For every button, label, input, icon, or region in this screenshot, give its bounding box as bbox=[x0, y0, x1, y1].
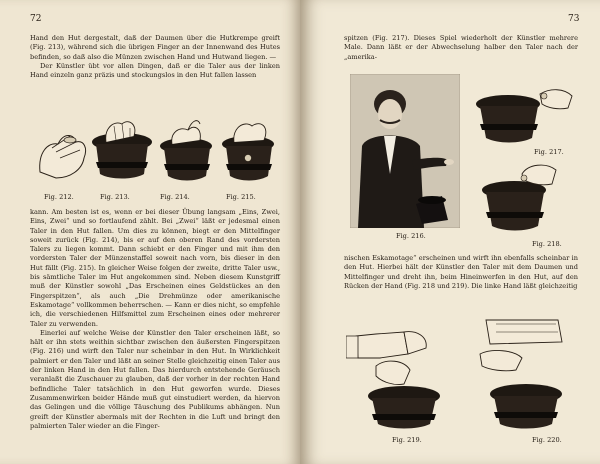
figure-218 bbox=[468, 160, 580, 236]
photo-fig-216 bbox=[350, 74, 460, 228]
text-block-bottom-left bbox=[30, 208, 280, 431]
text-block-middle-right bbox=[344, 254, 578, 291]
paragraph: Einerlei auf welche Weise der Künstler den Taler erscheinen läßt, so hält er ihn stets weithin sichtbar zwischen den äußersten Fingerspitzen (Fig. 216) und wirft den Taler nur scheinbar in den Hut. In Wirklichkeit palmiert er den Taler und läßt an seiner Stelle gleichzeitig einen Taler aus der linken Hand in den Hut fallen. Das hierdurch entstehende Geräusch veranlaßt die Zuschauer zu glauben, daß der vorher in der rechten Hand befindliche Taler tatsächlich in den Hut geworfen wurde. Dieses Zusammenwirken beider Hände muß gut einstudiert werden, da hiervon das Gelingen und die völlige Täuschung des Publikums abhängen. Nun greift der Künstler abermals mit der Rechten in die Luft und bringt den palmierten Taler wieder an die Finger- bbox=[30, 328, 280, 430]
fig-214-illustration bbox=[160, 121, 212, 181]
figure-220 bbox=[466, 314, 584, 430]
figure-219 bbox=[346, 314, 464, 430]
paragraph: kann. Am besten ist es, wenn er bei dieser Übung langsam „Eins, Zwei, Eins, Zwei“ und so fortlaufend zählt. Bei „Zwei“ läßt er jedesmal einen Taler in den Hut fallen. Um dies zu können, biegt er den Mittelfinger soweit zurück (Fig. 214), bis er auf den oberen Rand des vordersten Talers zu liegen kommt. Dann schiebt er den Finger und mit ihm den vordersten Taler der Münzenstaffel soweit nach vorn, bis dieser in den Hut fällt (Fig. 215). In gleicher Weise folgen der zweite, dritte Taler usw., bis sämtliche Taler im Hut angekommen sind. Neben diesem Kunstgriff muß der Künstler sowohl „Das Erscheinen eines Geldstückes an den Fingerspitzen“, als auch „Die Drehmünze oder amerikanische Eskamotage“ vollkommen beherrschen. — Kann er dies nicht, so empfehle ich, die verschiedenen Hilfsmittel zum Erscheinen eines oder mehrerer Taler zu verwenden. bbox=[30, 208, 280, 328]
page-number-left: 72 bbox=[30, 14, 42, 24]
paragraph: Der Künstler übt vor allen Dingen, daß er die Taler aus der linken Hand einzeln ganz präzis und stockungslos in den Hut fallen lassen bbox=[30, 61, 280, 80]
caption-fig-215: Fig. 215. bbox=[226, 193, 256, 201]
figure-row-212-215 bbox=[30, 112, 280, 192]
caption-fig-214: Fig. 214. bbox=[160, 193, 190, 201]
fig-215-illustration bbox=[222, 124, 274, 181]
figure-217 bbox=[468, 80, 580, 146]
caption-fig-216: Fig. 216. bbox=[396, 232, 426, 240]
paragraph: nischen Eskamotage“ erscheinen und wirft ihn ebenfalls scheinbar in den Hut. Hierbei hält der Künstler den Taler mit dem Daumen und Mittelfinger und dreht ihn, beim Hineinwerfen in den Hut, auf den Rücken der Hand (Fig. 218 und 219). Die linke Hand läßt gleichzeitig bbox=[344, 254, 578, 290]
right-page bbox=[300, 0, 600, 464]
caption-fig-213: Fig. 213. bbox=[100, 193, 130, 201]
caption-fig-219: Fig. 219. bbox=[392, 436, 422, 444]
paragraph: Hand den Hut dergestalt, daß der Daumen über die Hutkrempe greift (Fig. 213), während sich die übrigen Finger an der Innenwand des Hutes befinden, so daß also die Münzen zwischen Hand und Hutwand liegen. — bbox=[30, 34, 280, 61]
fig-213-illustration bbox=[92, 122, 152, 179]
caption-fig-218: Fig. 218. bbox=[532, 240, 562, 248]
fig-212-illustration bbox=[40, 136, 86, 179]
text-block-top-right bbox=[344, 34, 578, 62]
page-number-right: 73 bbox=[568, 14, 580, 24]
text-block-top-left bbox=[30, 34, 280, 80]
caption-fig-212: Fig. 212. bbox=[44, 193, 74, 201]
paragraph: spitzen (Fig. 217). Dieses Spiel wiederholt der Künstler mehrere Male. Dann läßt er der Abwechselung halber den Taler nach der „amerika- bbox=[344, 34, 578, 61]
caption-fig-217: Fig. 217. bbox=[534, 148, 564, 156]
caption-fig-220: Fig. 220. bbox=[532, 436, 562, 444]
